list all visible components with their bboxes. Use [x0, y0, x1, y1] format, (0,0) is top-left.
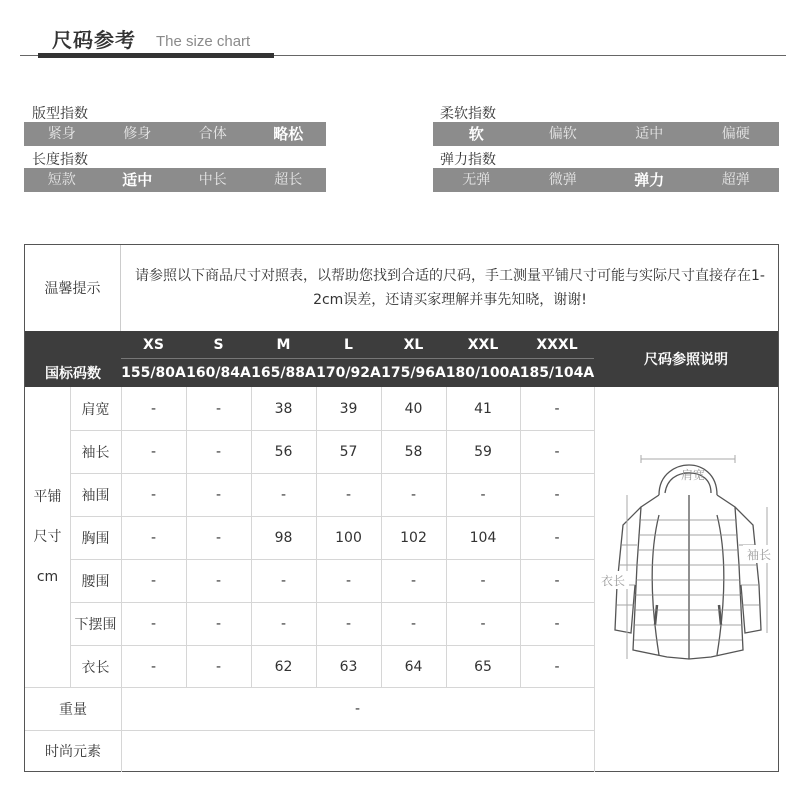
col-divider [186, 387, 187, 687]
measure-row-label: 衣长 [81, 659, 110, 676]
row-divider [25, 687, 594, 688]
intl-code: 185/104A [519, 365, 595, 381]
intl-code: 175/96A [381, 365, 446, 381]
diagram-label-shoulder: 肩宽 [680, 467, 705, 482]
measure-cell: - [215, 443, 222, 460]
measure-cell: - [345, 615, 352, 632]
measure-cell: - [150, 400, 157, 417]
tip-text: 请参照以下商品尺寸对照表，以帮助您找到合适的尺码，手工测量平铺尺寸可能与实际尺寸直接存在1-2cm误差，还请买家理解并事先知晓，谢谢! [135, 268, 765, 308]
elasticity-index-title: 弹力指数 [440, 152, 496, 168]
measure-cell: - [345, 486, 352, 503]
measure-cell: 100 [335, 529, 362, 546]
measure-cell: 56 [274, 443, 293, 460]
measure-cell: - [215, 572, 222, 589]
page-title: 尺码参考 [52, 28, 136, 52]
col-divider [446, 387, 447, 687]
measure-cell: - [150, 443, 157, 460]
size-header: XXXL [536, 337, 578, 353]
fashion-value [121, 730, 594, 772]
intl-code: 170/92A [316, 365, 381, 381]
measure-row-label: 袖长 [81, 444, 110, 461]
tip-label: 温馨提示 [25, 245, 121, 331]
row-divider [70, 430, 594, 431]
fit-index-option: 修身 [123, 126, 152, 142]
softness-index-bar [433, 122, 779, 146]
intl-code: 155/80A [121, 365, 186, 381]
row-divider [70, 516, 594, 517]
fit-index-option: 合体 [198, 126, 227, 142]
measure-cell: - [215, 400, 222, 417]
row-divider [70, 602, 594, 603]
size-header: XL [403, 337, 424, 353]
measure-cell: - [554, 572, 560, 589]
measure-cell: - [554, 486, 560, 503]
measure-cell: - [280, 486, 287, 503]
measure-cell: 40 [404, 400, 423, 417]
softness-index-option: 偏软 [548, 126, 577, 142]
softness-index-option: 偏硬 [721, 126, 750, 142]
measure-cell: - [150, 529, 157, 546]
softness-index-option: 软 [468, 125, 484, 143]
row-divider [70, 473, 594, 474]
measure-cell: - [554, 400, 560, 417]
size-header: M [276, 337, 291, 353]
col-divider [381, 387, 382, 687]
size-header: XXL [467, 337, 499, 353]
measure-cell: 98 [274, 529, 293, 546]
row-divider [25, 730, 594, 731]
weight-label: 重量 [59, 701, 87, 718]
softness-index-option: 适中 [635, 126, 664, 142]
fit-index-bar [24, 122, 326, 146]
elasticity-index-option: 无弹 [462, 172, 491, 188]
measure-cell: - [150, 658, 157, 675]
elasticity-index-bar [433, 168, 779, 192]
measure-cell: - [554, 443, 560, 460]
col-divider [121, 387, 122, 772]
col-divider [251, 387, 252, 687]
measure-cell: 62 [274, 658, 293, 675]
fit-index-option: 略松 [273, 125, 304, 143]
intl-code: 180/100A [445, 365, 521, 381]
measure-cell: 65 [474, 658, 492, 675]
header-underline [38, 53, 274, 58]
measure-row-label: 下摆围 [74, 616, 117, 633]
jacket-diagram [597, 455, 777, 675]
measure-group-line: cm [36, 569, 59, 585]
measure-cell: - [480, 572, 486, 589]
measure-cell: - [150, 572, 157, 589]
measure-cell: 41 [474, 400, 492, 417]
measure-cell: 58 [404, 443, 423, 460]
measure-cell: - [410, 486, 417, 503]
elasticity-index-option: 弹力 [634, 171, 665, 189]
size-header: L [344, 337, 353, 353]
measure-group-line: 尺寸 [33, 529, 62, 545]
measure-cell: - [345, 572, 352, 589]
measure-cell: - [554, 529, 560, 546]
measure-cell: 57 [339, 443, 358, 460]
col-divider [520, 387, 521, 687]
fit-index-option: 紧身 [47, 126, 76, 142]
measure-cell: - [410, 615, 417, 632]
measure-cell: 38 [274, 400, 293, 417]
measure-row-label: 腰围 [81, 573, 110, 590]
measure-cell: - [215, 529, 222, 546]
measure-cell: - [280, 572, 287, 589]
intl-label: 国标码数 [45, 366, 101, 382]
measure-cell: - [480, 615, 486, 632]
fit-index-title: 版型指数 [32, 106, 88, 122]
measure-group-line: 平铺 [33, 489, 62, 505]
size-header: XS [143, 337, 164, 353]
measure-cell: - [280, 615, 287, 632]
length-index-title: 长度指数 [32, 152, 88, 168]
measure-cell: - [150, 486, 157, 503]
measure-row-label: 肩宽 [81, 401, 110, 418]
measure-cell: - [480, 486, 486, 503]
header-separator [121, 358, 594, 359]
measure-cell: - [215, 615, 222, 632]
fashion-label: 时尚元素 [45, 744, 101, 760]
col-divider [594, 387, 595, 772]
measure-cell: 63 [339, 658, 358, 675]
length-index-option: 适中 [122, 171, 153, 189]
diagram-label-sleeve: 袖长 [743, 545, 775, 563]
page-subtitle: The size chart [156, 33, 251, 50]
measure-cell: - [215, 486, 222, 503]
length-index-option: 超长 [274, 172, 303, 188]
measure-cell: - [215, 658, 222, 675]
softness-index-title: 柔软指数 [440, 106, 496, 122]
measure-cell: - [554, 658, 560, 675]
size-header: S [213, 337, 224, 353]
size-table [24, 244, 779, 772]
col-divider [70, 387, 71, 687]
measure-group-label [25, 387, 70, 687]
intl-code: 165/88A [251, 365, 316, 381]
measure-cell: 104 [469, 529, 497, 546]
length-index-bar [24, 168, 326, 192]
elasticity-index-option: 超弹 [721, 172, 750, 188]
length-index-option: 短款 [47, 172, 76, 188]
measure-cell: 59 [474, 443, 492, 460]
measure-cell: - [554, 615, 560, 632]
row-divider [70, 645, 594, 646]
row-divider [70, 559, 594, 560]
measure-cell: 39 [339, 400, 358, 417]
intl-code: 160/84A [186, 365, 251, 381]
length-index-option: 中长 [198, 172, 227, 188]
measure-cell: 102 [400, 529, 427, 546]
reference-title: 尺码参照说明 [644, 352, 728, 368]
diagram-label-length: 衣长 [597, 571, 629, 589]
measure-row-label: 袖围 [81, 487, 110, 504]
elasticity-index-option: 微弹 [548, 172, 577, 188]
measure-cell: 64 [404, 658, 423, 675]
col-divider [316, 387, 317, 687]
measure-row-label: 胸围 [81, 530, 110, 547]
weight-value: - [354, 700, 361, 717]
measure-cell: - [410, 572, 417, 589]
measure-cell: - [150, 615, 157, 632]
